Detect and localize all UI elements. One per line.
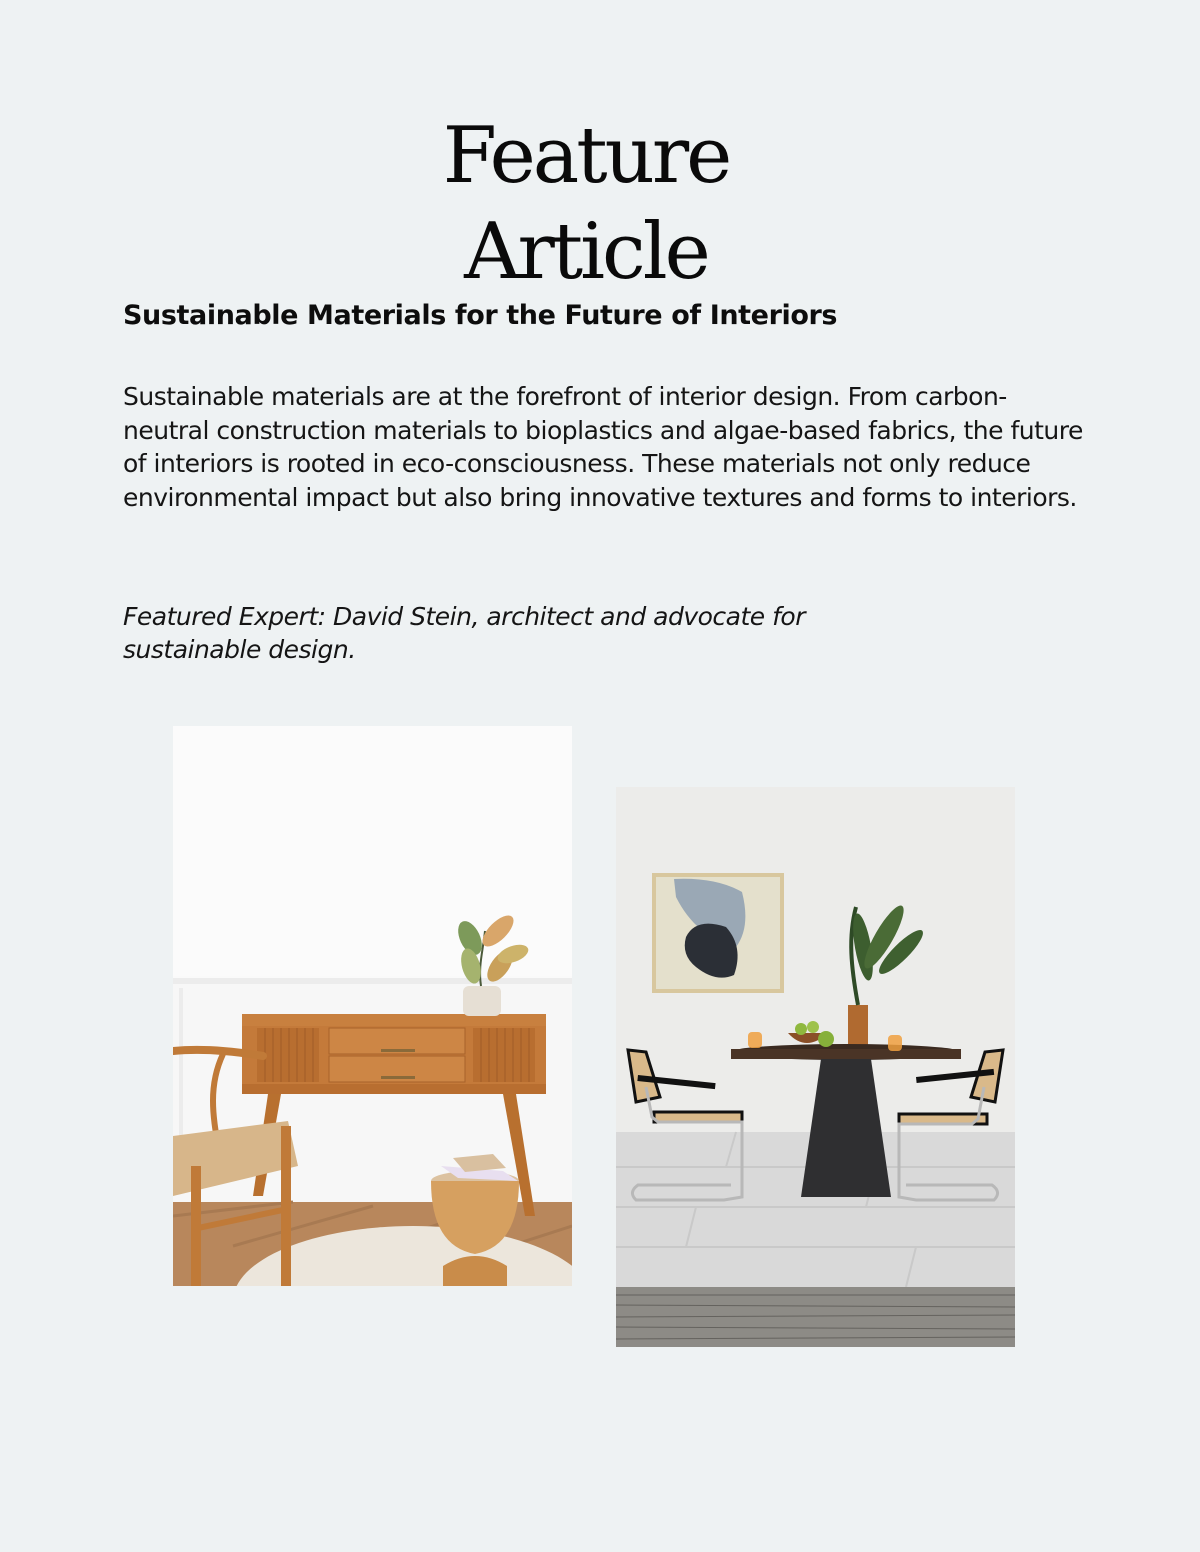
page-title	[0, 108, 1172, 300]
article-subtitle: Sustainable Materials for the Future of Interiors	[123, 300, 838, 331]
title-line-feature: Feature	[442, 111, 730, 201]
title-line-article: Article	[464, 207, 708, 297]
article-body: Sustainable materials are at the forefront of interior design. From carbon-neutral construction materials to bioplastics and algae-based fabrics, the future of interiors is rooted in eco-consciousness. These materials not only reduce environmental impact but also bring innovative textures and forms to interiors.	[123, 382, 1083, 512]
sideboard-photo	[173, 726, 572, 1286]
featured-expert-note: Featured Expert: David Stein, architect and advocate for sustainable design.	[123, 602, 805, 664]
dining-room-photo	[616, 787, 1015, 1347]
